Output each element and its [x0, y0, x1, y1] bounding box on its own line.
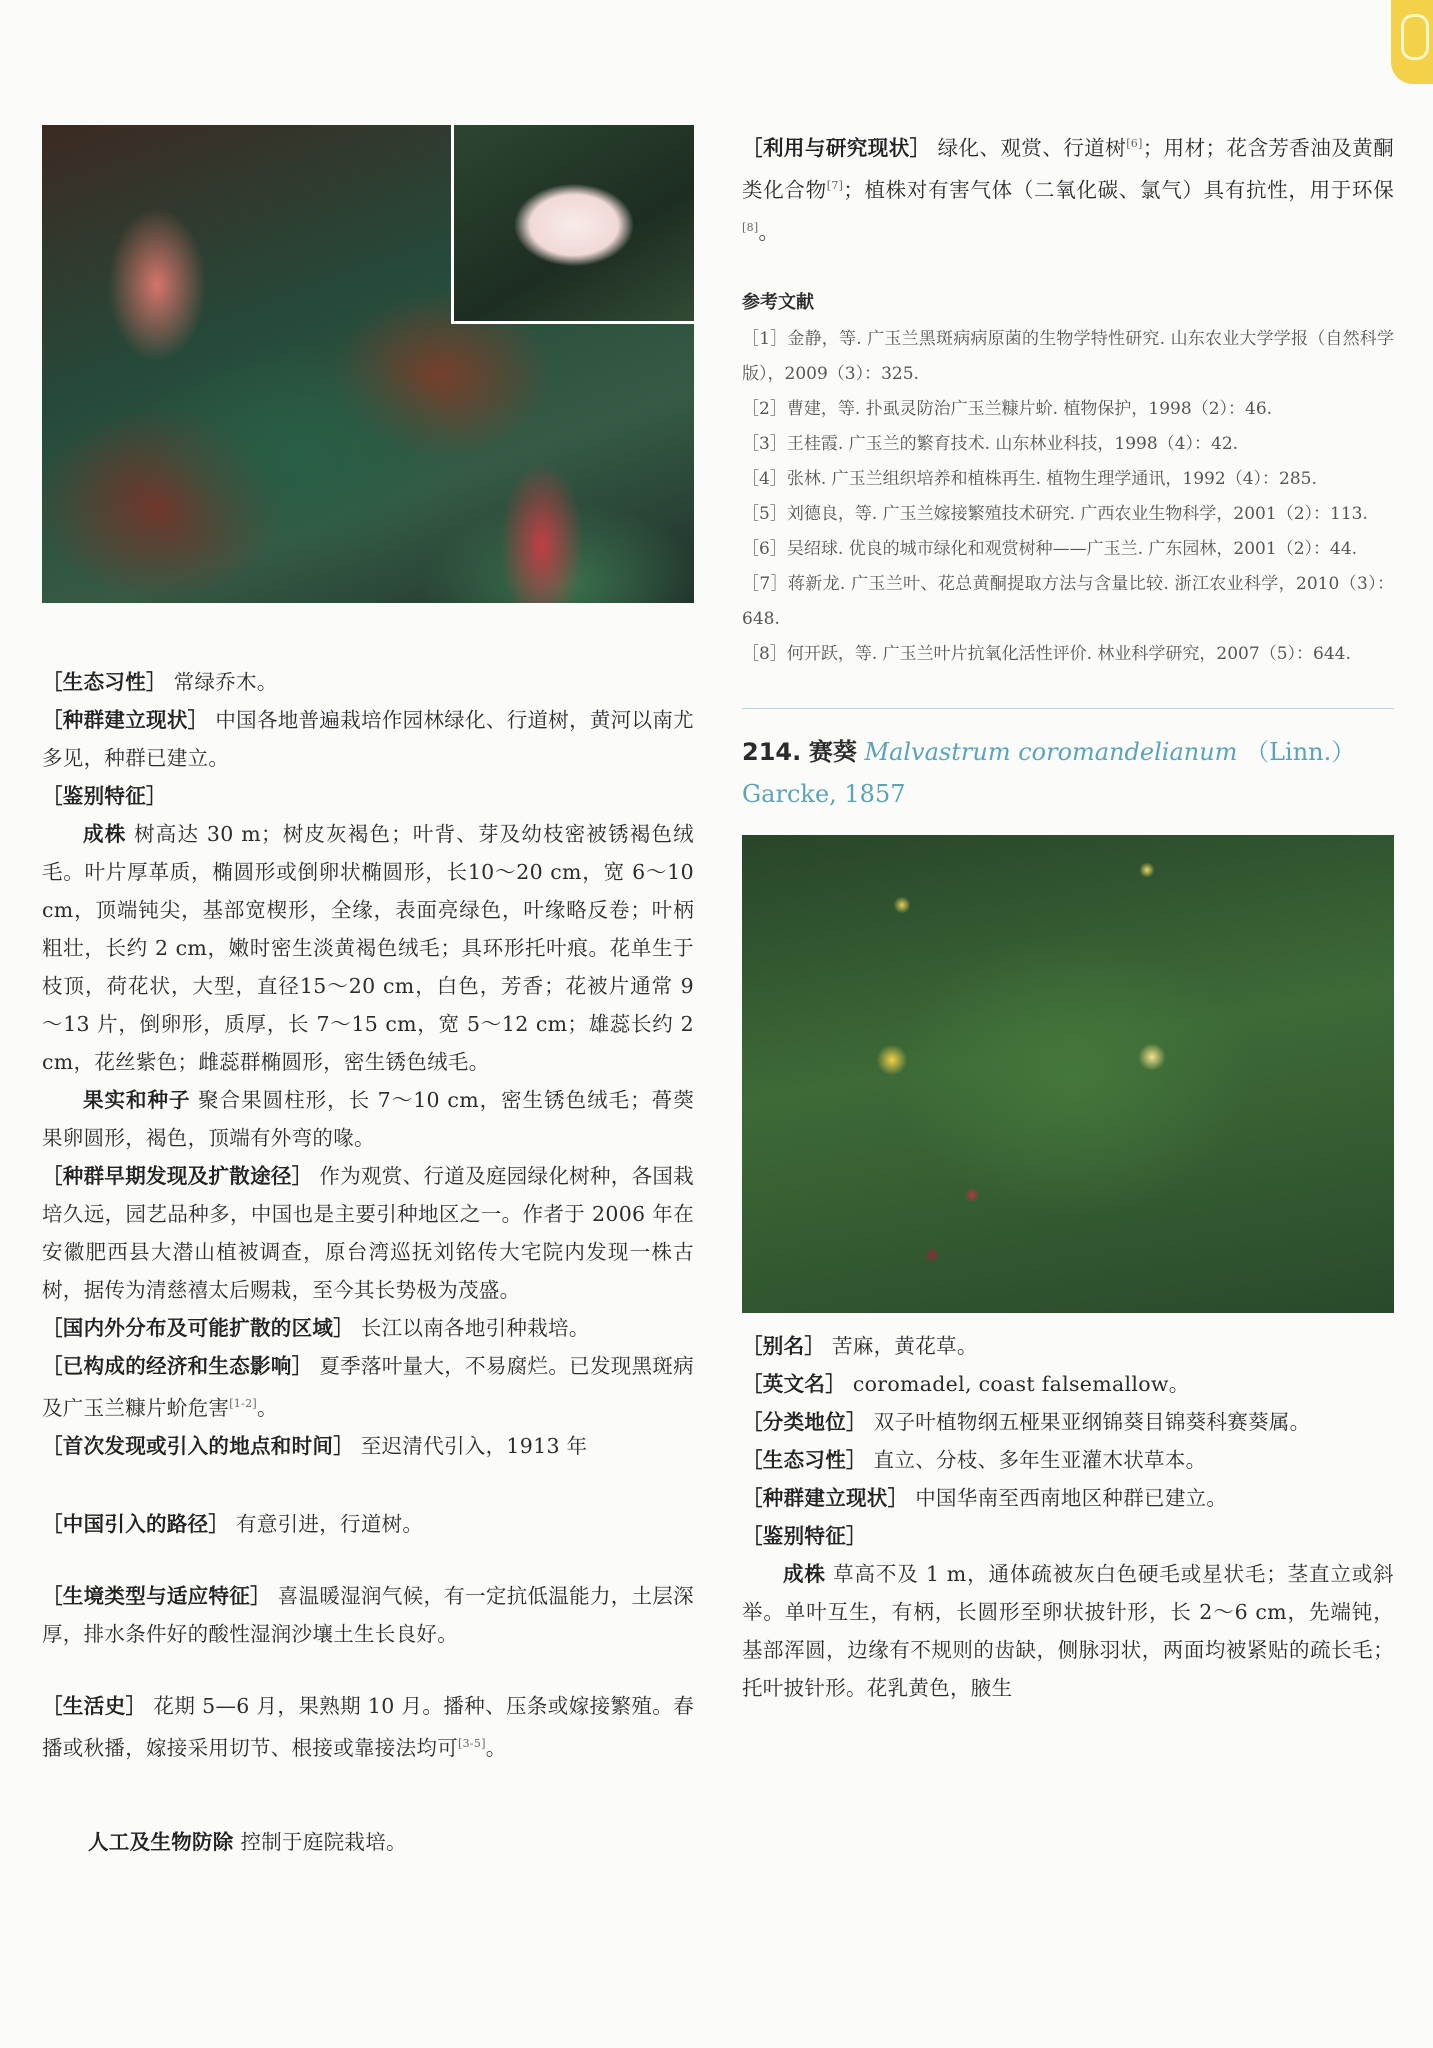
impact-value: 夏季落叶量大，不易腐烂。已发现黑斑病及广玉兰糠片蚧危害 [42, 1354, 694, 1420]
alias-paragraph [742, 1327, 1394, 1365]
ecology-value-2: 直立、分枝、多年生亚灌木状草本。 [873, 1448, 1207, 1473]
early-discovery-value: 作为观赏、行道及庭园绿化树种，各国栽培久远，园艺品种多，中国也是主要引种地区之一。作者于 2006 年在安徽肥西县大潜山植被调查，原台湾巡抚刘铭传大宅院内发现一株古树，据传为清慈禧太后赐栽，至今其长势极为茂盛。 [42, 1164, 694, 1302]
population-paragraph-2 [742, 1479, 1394, 1517]
life-history-paragraph [42, 1687, 694, 1767]
route-label: ［中国引入的路径］ [42, 1511, 230, 1536]
reference-item: ［4］张林. 广玉兰组织培养和植株再生. 植物生理学通讯，1992（4）：285. [742, 469, 1317, 490]
species-latin-name: Malvastrum coromandelianum [864, 738, 1238, 767]
reference-item: ［2］曹建，等. 扑虱灵防治广玉兰糠片蚧. 植物保护，1998（2）：46. [742, 399, 1273, 420]
first-introduction-label: ［首次发现或引入的地点和时间］ [42, 1433, 354, 1458]
plant-value: 树高达 30 m；树皮灰褐色；叶背、芽及幼枝密被锈褐色绒毛。叶片厚革质，椭圆形或倒卵状椭圆形，长10～20 cm，宽 6～10 cm，顶端钝尖，基部宽楔形，全缘，表面亮绿色，叶缘略反卷；叶柄粗壮，长约 2 cm，嫩时密生淡黄褐色绒毛；具环形托叶痕。花单生于枝顶，荷花状，大型，直径15～20 cm，白色，芳香；花被片通常 9～13 片，倒卵形，质厚，长 7～15 cm，宽 5～12 cm；雄蕊长约 2 cm，花丝紫色；雌蕊群椭圆形，密生锈色绒毛。 [42, 822, 694, 1074]
control-value: 控制于庭院栽培。 [240, 1829, 407, 1854]
distribution-label: ［国内外分布及可能扩散的区域］ [42, 1316, 354, 1340]
habitat-label: ［生境类型与适应特征］ [42, 1583, 271, 1608]
habitat-paragraph [42, 1577, 694, 1653]
references-heading: 参考文献 [742, 292, 814, 314]
fruit-label: 果实和种子 [83, 1088, 191, 1112]
impact-tail: 。 [257, 1395, 278, 1420]
identification-heading [42, 777, 694, 815]
reference-item: ［5］刘德良，等. 广玉兰嫁接繁殖技术研究. 广西农业生物科学，2001（2）：113. [742, 504, 1368, 525]
impact-citation: [1-2] [229, 1397, 257, 1410]
first-introduction-value: 至迟清代引入，1913 年 [360, 1433, 588, 1458]
use-text-2: ；用材；花含芳香油及黄酮类化合物 [742, 135, 1394, 202]
habitat-value: 喜温暖湿润气候，有一定抗低温能力，土层深厚，排水条件好的酸性湿润沙壤土生长良好。 [42, 1583, 694, 1646]
species-title [742, 731, 1394, 815]
section-divider [742, 708, 1394, 709]
life-history-citation: [3-5] [458, 1736, 486, 1750]
reference-item: ［6］吴绍球. 优良的城市绿化和观赏树种——广玉兰. 广东园林，2001（2）：44. [742, 539, 1358, 560]
species-chinese-name: 赛葵 [808, 738, 857, 767]
identification-label: ［鉴别特征］ [42, 784, 167, 808]
plant-label-2: 成株 [783, 1562, 826, 1587]
english-name-label: ［英文名］ [742, 1372, 846, 1397]
english-name-paragraph [742, 1365, 1394, 1403]
population-value-2: 中国华南至西南地区种群已建立。 [915, 1486, 1228, 1511]
use-text-4: 。 [758, 219, 780, 244]
ecology-value: 常绿乔木。 [173, 670, 278, 694]
use-research-paragraph [742, 125, 1394, 250]
distribution-value: 长江以南各地引种栽培。 [360, 1316, 590, 1340]
use-text-1: 绿化、观赏、行道树 [937, 135, 1127, 160]
life-history-label: ［生活史］ [42, 1693, 147, 1718]
first-introduction-paragraph [42, 1427, 694, 1465]
reference-item: ［3］王桂霞. 广玉兰的繁育技术. 山东林业科技，1998（4）：42. [742, 434, 1239, 455]
impact-label: ［已构成的经济和生态影响］ [42, 1354, 313, 1378]
use-research-label: ［利用与研究现状］ [742, 135, 931, 160]
ecology-paragraph [42, 663, 694, 701]
plant-value-2: 草高不及 1 m，通体疏被灰白色硬毛或星状毛；茎直立或斜举。单叶互生，有柄，长圆形至卵状披针形，长 2～6 cm，先端钝，基部浑圆，边缘有不规则的齿缺，侧脉羽状，两面均被紧贴的疏长毛；托叶披针形。花乳黄色，腋生 [742, 1562, 1394, 1701]
taxonomy-label: ［分类地位］ [742, 1410, 867, 1435]
route-paragraph [42, 1505, 694, 1543]
identification-heading-2 [742, 1517, 1394, 1555]
left-column [42, 125, 694, 1861]
use-citation-7: [7] [826, 178, 844, 192]
species-authority: （Linn.）Garcke, 1857 [742, 738, 1356, 809]
plant-label: 成株 [83, 822, 127, 846]
early-discovery-label: ［种群早期发现及扩散途径］ [42, 1164, 313, 1188]
english-name-value: coromadel, coast falsemallow。 [852, 1372, 1190, 1397]
plant-paragraph-2 [742, 1555, 1394, 1707]
species-number: 214. [742, 738, 802, 767]
use-citation-6: [6] [1126, 137, 1143, 150]
population-paragraph [42, 701, 694, 777]
control-label: 人工及生物防除 [88, 1829, 234, 1854]
malvastrum-photo [742, 835, 1394, 1313]
fruit-paragraph [42, 1081, 694, 1157]
alias-label: ［别名］ [742, 1334, 826, 1359]
ecology-label-2: ［生态习性］ [742, 1448, 867, 1473]
reference-item: ［8］何开跃，等. 广玉兰叶片抗氧化活性评价. 林业科学研究，2007（5）：644. [742, 644, 1351, 665]
early-discovery-paragraph [42, 1157, 694, 1309]
corner-decoration [1391, 0, 1433, 84]
route-value: 有意引进，行道树。 [236, 1511, 424, 1536]
life-history-tail: 。 [485, 1735, 507, 1760]
alias-value: 苦麻，黄花草。 [832, 1334, 978, 1359]
population-label: ［种群建立现状］ [42, 708, 209, 732]
taxonomy-value: 双子叶植物纲五桠果亚纲锦葵目锦葵科赛葵属。 [873, 1410, 1311, 1435]
magnolia-photo [42, 125, 694, 603]
control-paragraph [42, 1823, 694, 1861]
ecology-paragraph-2 [742, 1441, 1394, 1479]
fruit-value: 聚合果圆柱形，长 7～10 cm，密生锈色绒毛；蓇葖果卵圆形，褐色，顶端有外弯的喙。 [42, 1088, 695, 1150]
ecology-label: ［生态习性］ [42, 670, 167, 694]
use-citation-8: [8] [742, 220, 759, 234]
population-value: 中国各地普遍栽培作园林绿化、行道树，黄河以南尤多见，种群已建立。 [42, 708, 694, 770]
distribution-paragraph [42, 1309, 694, 1347]
right-column [742, 125, 1394, 1707]
reference-item: ［1］金静，等. 广玉兰黑斑病病原菌的生物学特性研究. 山东农业大学学报（自然科学版），2009（3）：325. [742, 329, 1394, 385]
identification-label-2: ［鉴别特征］ [742, 1524, 867, 1549]
plant-paragraph [42, 815, 694, 1081]
reference-item: ［7］蒋新龙. 广玉兰叶、花总黄酮提取方法与含量比较. 浙江农业科学，2010（3）：648. [742, 574, 1394, 630]
taxonomy-paragraph [742, 1403, 1394, 1441]
magnolia-flower-inset-photo [451, 125, 694, 324]
life-history-value: 花期 5—6 月，果熟期 10 月。播种、压条或嫁接繁殖。春播或秋播，嫁接采用切节、根接或靠接法均可 [42, 1693, 694, 1760]
population-label-2: ［种群建立现状］ [742, 1486, 909, 1511]
impact-paragraph [42, 1347, 694, 1427]
use-text-3: ；植株对有害气体（二氧化碳、氯气）具有抗性，用于环保 [843, 177, 1394, 202]
